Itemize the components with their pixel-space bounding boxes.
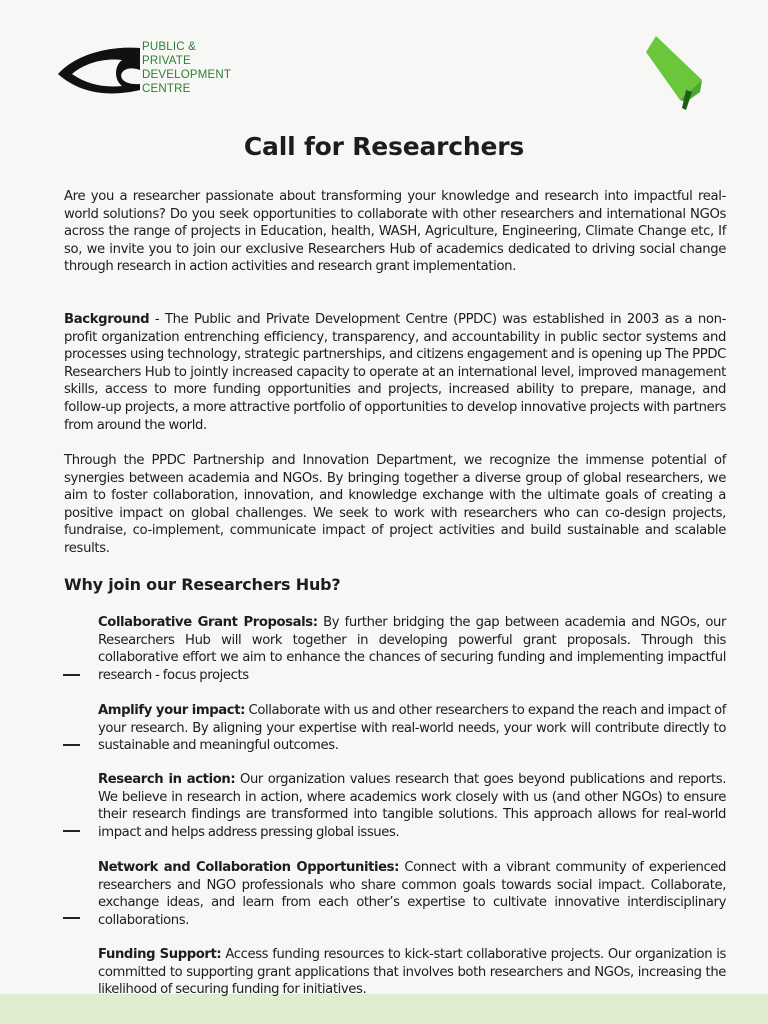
benefit-title: Research in action:: [98, 772, 236, 787]
list-dash: [63, 830, 80, 832]
logo-line: DEVELOPMENT: [142, 69, 232, 81]
benefit-text: Our organization values research that goes beyond publications and reports. We believe in research in action, where academics work closely with us (and other NGOs) to ensure their research findings are transformed into tangible solutions. This approach allows for real-world impact and helps address pressing global issues.: [98, 772, 726, 840]
list-dash: [63, 917, 80, 919]
list-dash: [63, 674, 80, 676]
eye-logo-icon: [56, 44, 142, 100]
page-title: Call for Researchers: [243, 132, 525, 161]
benefit-item: [98, 614, 726, 684]
megaphone-graphic: [640, 34, 710, 118]
logo-line: CENTRE: [142, 83, 191, 95]
benefit-text: By further bridging the gap between academia and NGOs, our Researchers Hub will work together in developing powerful grant proposals. Through this collaborative effort we aim to enhance the chances of securing funding and implementing impactful research - focus projects: [98, 615, 726, 683]
benefit-title: Funding Support:: [98, 947, 222, 962]
list-dash: [63, 744, 80, 746]
section-heading: Why join our Researchers Hub?: [64, 575, 341, 594]
megaphone-icon: [640, 34, 710, 114]
benefit-title: Amplify your impact:: [98, 703, 245, 718]
benefit-text: Connect with a vibrant community of experienced researchers and NGO professionals who share common goals towards social impact. Collaborate, exchange ideas, and learn from each other’s expertise to cultivate innovative interdisciplinary collaborations.: [98, 860, 726, 928]
benefit-item: [98, 771, 726, 841]
benefit-text: Collaborate with us and other researchers to expand the reach and impact of your research. By aligning your expertise with real-world needs, your work will contribute directly to sustainable and meaningful outcomes.: [98, 703, 726, 754]
logo-line: PUBLIC &: [142, 41, 197, 53]
background-text: - The Public and Private Development Centre (PPDC) was established in 2003 as a non-profit organization entrenching efficiency, transparency, and accountability in public sector systems and processes using technology, strategic partnerships, and citizens engagement and is opening up The PPDC Researchers Hub to jointly increased capacity to operate at an international level, improved management skills, access to more funding opportunities and projects, increased ability to prepare, manage, and follow-up projects, a more attractive portfolio of opportunities to develop innovative projects with partners from around the world.: [64, 312, 726, 433]
benefit-title: Network and Collaboration Opportunities:: [98, 860, 399, 875]
logo-text: [142, 40, 231, 96]
benefit-text: Access funding resources to kick-start collaborative projects. Our organization is committed to supporting grant applications that involves both researchers and NGOs, increasing the likelihood of securing funding for initiatives.: [98, 947, 726, 998]
intro-paragraph: Are you a researcher passionate about transforming your knowledge and research into impactful real-world solutions? Do you seek opportunities to collaborate with other researchers and international NGOs across the range of projects in Education, health, WASH, Agriculture, Engineering, Climate Change etc, If so, we invite you to join our exclusive Researchers Hub of academics dedicated to driving social change through research in action activities and research grant implementation.: [64, 189, 726, 275]
benefit-title: Collaborative Grant Proposals:: [98, 615, 318, 630]
background-label: Background: [64, 312, 150, 327]
ppdc-logo: [56, 40, 256, 102]
background-paragraph: [64, 311, 726, 434]
partnership-paragraph: Through the PPDC Partnership and Innovation Department, we recognize the immense potential of synergies between academia and NGOs. By bringing together a diverse group of global researchers, we aim to foster collaboration, innovation, and knowledge exchange with the ultimate goals of creating a positive impact on global challenges. We seek to work with researchers who can co-design projects, fundraise, co-implement, communicate impact of project activities and build sustainable and scalable results.: [64, 453, 726, 556]
logo-line: PRIVATE: [142, 55, 191, 67]
benefit-item: [98, 702, 726, 755]
benefit-item: [98, 859, 726, 929]
benefit-item: [98, 946, 726, 999]
